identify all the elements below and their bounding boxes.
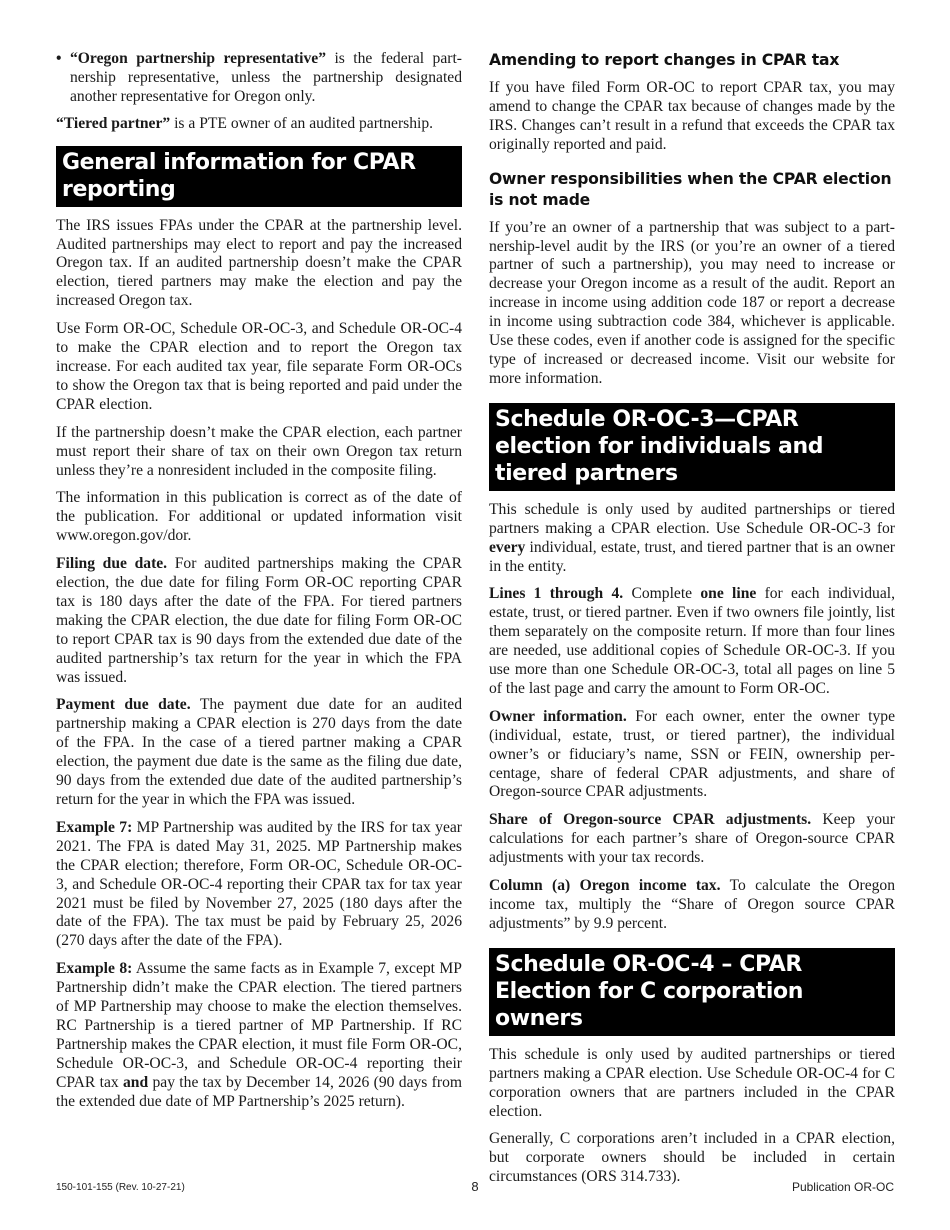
- left-column: [56, 50, 462, 1121]
- paragraph: If the partnership doesn’t make the CPAR election, each partner must report their share of tax on their own Oregon tax return unless they’re a nonresident included in the composite filing.: [56, 423, 462, 479]
- inline-label: Share of Oregon-source CPAR adjustments.: [489, 811, 812, 829]
- paragraph: If you have filed Form OR-OC to report CPAR tax, you may amend to change the CPAR tax because of changes made by the IRS. Changes can’t result in a refund that exceeds the CPAR tax originally reported and paid.: [489, 79, 895, 153]
- definition-term: “Oregon partnership representative”: [70, 50, 326, 67]
- subheading-owner-responsibilities: Owner responsibilities when the CPAR election is not made: [489, 169, 892, 209]
- section-heading-schedule-or-oc-3: Schedule OR-OC-3—CPAR election for individuals and tiered partners: [489, 403, 895, 491]
- owner-information-paragraph: Owner information. For each owner, enter the owner type (individual, estate, trust, or tiered partner), the individual owner’s or fiduciary’s name, SSN or FEIN, ownership percentage, share of federal CPAR adjustments, and share of Oregon-source CPAR adjustments.: [489, 707, 895, 801]
- inline-label: Payment due date.: [56, 696, 191, 714]
- page-footer: [56, 1179, 894, 1195]
- definition-oregon-partnership-representative: [56, 50, 462, 107]
- example-8-paragraph: Example 8: Assume the same facts as in Example 7, except MP Partnership didn’t make the CPAR election. The tiered partners of MP Partnership may choose to make the election themselves. RC Partnership is a tiered partner of MP Partnership. If RC Partnership makes the CPAR election, it must file Form OR-OC, Schedule OR-OC-3, and Schedule OR-OC-4 reporting their CPAR tax and pay the tax by December 14, 2026 (90 days from the extended due date of MP Partnership’s 2025 return).: [56, 960, 462, 1110]
- inline-label: Owner information.: [489, 707, 627, 725]
- section-heading-general-information: General information for CPAR reporting: [56, 146, 462, 207]
- paragraph: Use Form OR-OC, Schedule OR-OC-3, and Schedule OR-OC-4 to make the CPAR election and to report the Oregon tax increase. For each audited tax year, file separate Form OR-OCs to show the Oregon tax that is being reported and paid under the CPAR election.: [56, 320, 462, 413]
- publication-name: Publication OR-OC: [791, 1180, 894, 1194]
- filing-due-date-paragraph: Filing due date. For audited partnerships making the CPAR election, the due date for filing Form OR-OC reporting CPAR tax is 180 days after the date of the FPA. For tiered partners making the CPAR election, the due date for filing Form OR-OC to report CPAR tax is 90 days from the extended due date of the audited partnership’s tax return for the year in which the FPA was issued.: [56, 555, 462, 686]
- paragraph: The information in this publication is correct as of the date of the publication. For additional or updated information visit www.oregon.gov/dor.: [56, 489, 462, 545]
- column-a-paragraph: Column (a) Oregon income tax. To calculate the Oregon income tax, multiply the “Share of Oregon source CPAR adjustments” by 9.9 percent.: [489, 877, 896, 932]
- share-oregon-source-paragraph: Share of Oregon-source CPAR adjustments. Keep your calculations for each partner’s share of Oregon-source CPAR adjustments with your tax records.: [489, 811, 895, 867]
- paragraph: The IRS issues FPAs under the CPAR at the partnership level. Audited partnerships may elect to report and pay the increased Oregon tax. If an audited partnership doesn’t make the CPAR election, tiered partners may make the election and pay the increased Oregon tax.: [56, 216, 462, 310]
- inline-label: Filing due date.: [56, 555, 168, 573]
- section-heading-schedule-or-oc-4: Schedule OR-OC-4 – CPAR Election for C corporation owners: [489, 948, 895, 1036]
- inline-label: Column (a) Oregon income tax.: [489, 877, 721, 895]
- subheading-amending: Amending to report changes in CPAR tax: [489, 51, 840, 69]
- page-number: 8: [471, 1179, 479, 1194]
- example-7-paragraph: Example 7: MP Partnership was audited by the IRS for tax year 2021. The FPA is dated May 31, 2025. MP Partnership makes the CPAR election; therefore, Form OR-OC, Schedule OR-OC-3, and Schedule OR-OC-4 reporting their CPAR tax for tax year 2021 must be filed by November 27, 2025 (180 days after the date of the FPA). The tax must be paid by February 25, 2026 (270 days after the date of the FPA).: [56, 818, 462, 950]
- paragraph: This schedule is only used by audited partnerships or tiered partners making a CPAR election. Use Schedule OR-OC-4 for C corporation owners that are partners included in the CPAR election.: [489, 1045, 895, 1120]
- paragraph: If you’re an owner of a partnership that was subject to a partnership-level audit by the IRS (or you’re an owner of a tiered partner of such a partnership), you may need to increase or decrease your Oregon income as a result of the audit. Report an increase in income using addition code 187 or report a decrease in income using subtraction code 384, whichever is applicable. Use these codes, even if another code is assigned for the specific type of increased or decreased income. Visit our website for more information.: [489, 218, 895, 387]
- lines-1-through-4-paragraph: Lines 1 through 4. Complete one line for each individual, estate, trust, or tiered partner. Even if two owners file jointly, list them separately on the composite return. If more than four lines are needed, use additional copies of Schedule OR-OC-3. If you use more than one Schedule OR-OC-3, total all pages on line 5 of the last page and carry the amount to Form OR-OC.: [489, 585, 895, 697]
- right-column: [489, 50, 895, 1196]
- bullet-icon: •: [56, 50, 62, 67]
- paragraph: Generally, C corporations aren’t included in a CPAR election, but corporate owners should be included in certain circumstances (ORS 314.733).: [489, 1130, 895, 1186]
- definition-tiered-partner: [56, 115, 462, 134]
- definition-text: is the federal partnership representative, unless the partnership designated another representative for Oregon only.: [70, 50, 462, 105]
- definition-text: is a PTE owner of an audited partnership.: [170, 114, 434, 132]
- inline-label: Example 8:: [56, 960, 133, 978]
- inline-label: Example 7:: [56, 818, 133, 836]
- schedule3-intro-paragraph: This schedule is only used by audited partnerships or tiered partners making a CPAR election. Use Schedule OR-OC-3 for every individual, estate, trust, and tiered partner that is an owner in the entity.: [489, 500, 895, 575]
- payment-due-date-paragraph: Payment due date. The payment due date for an audited partnership making a CPAR election is 270 days from the date of the FPA. In the case of a tiered partner making a CPAR election, the payment due date is the same as the filing due date, 90 days from the extended due date of the audited partnership’s return for the year in which the FPA was issued.: [56, 696, 462, 808]
- form-number: 150-101-155 (Rev. 10-27-21): [56, 1182, 185, 1193]
- definition-term: “Tiered partner”: [56, 114, 171, 132]
- inline-label: Lines 1 through 4.: [489, 585, 624, 603]
